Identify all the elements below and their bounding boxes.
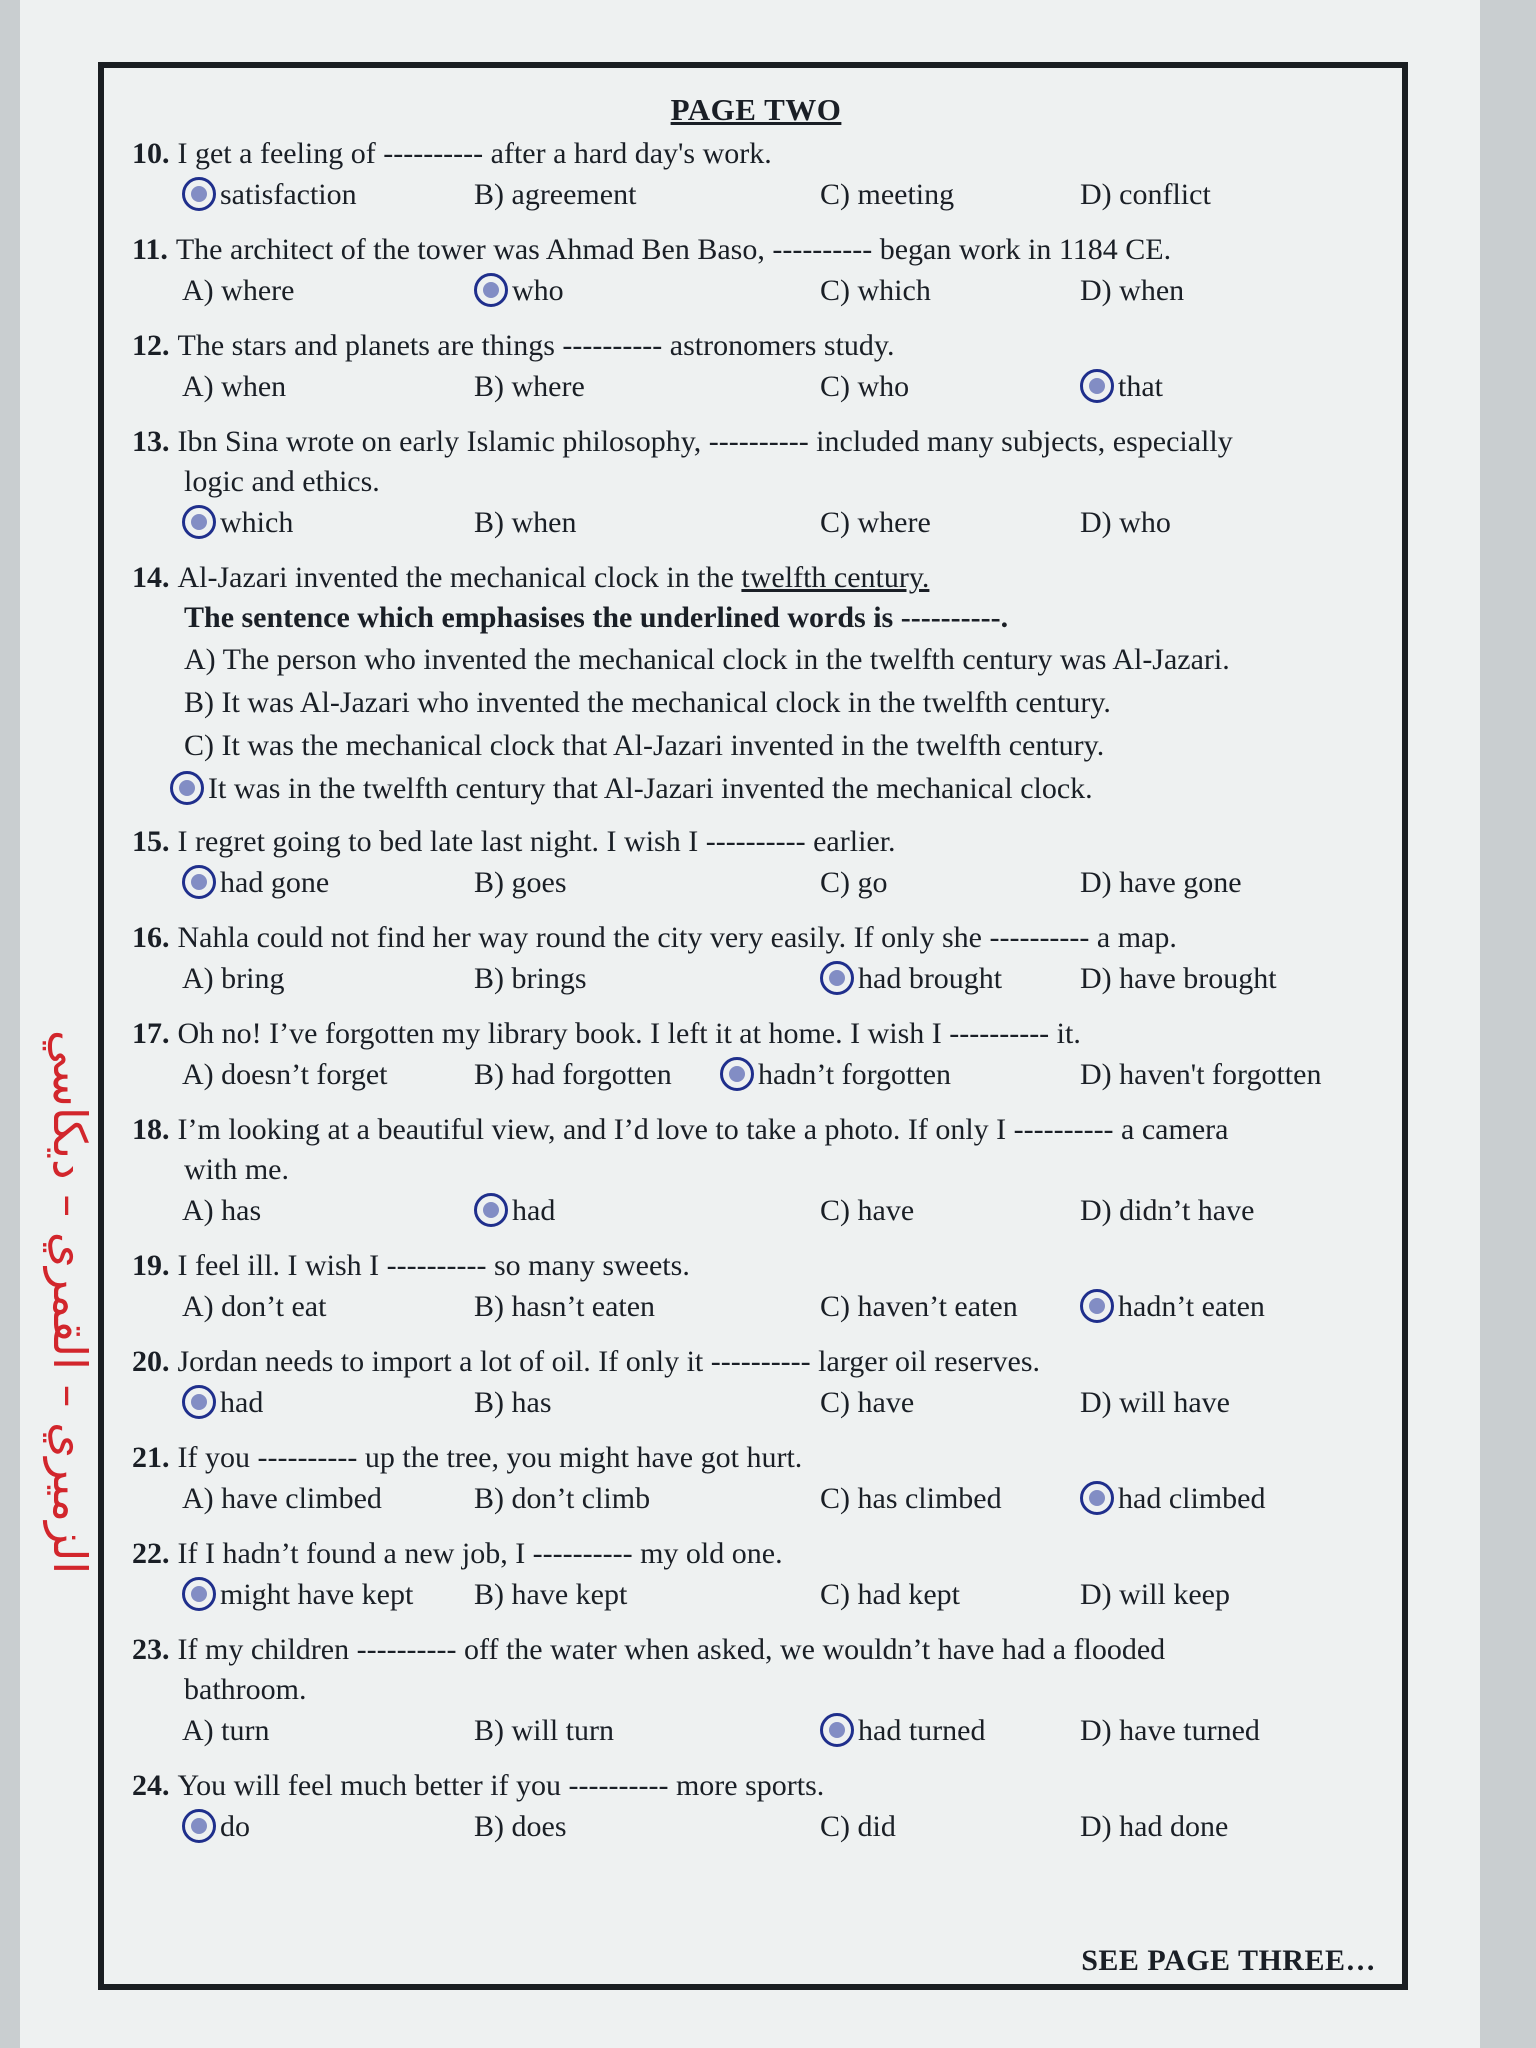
selected-circle-icon bbox=[474, 273, 508, 307]
option-a[interactable]: satisfaction bbox=[182, 174, 474, 216]
option-d[interactable]: D) haven't forgotten bbox=[1080, 1058, 1322, 1091]
option-d[interactable]: D) will have bbox=[1080, 1386, 1230, 1419]
question-number: 22. bbox=[132, 1537, 170, 1570]
page-frame bbox=[98, 62, 1408, 1990]
option-a[interactable]: had gone bbox=[182, 862, 474, 904]
option-c[interactable]: C) has climbed bbox=[820, 1482, 1002, 1515]
selected-circle-icon bbox=[182, 1809, 216, 1843]
question-stem: You will feel much better if you ---------- more sports. bbox=[177, 1769, 825, 1802]
question-number: 15. bbox=[132, 825, 170, 858]
question-20 bbox=[132, 1342, 1380, 1424]
question-stem: I feel ill. I wish I ---------- so many sweets. bbox=[177, 1249, 690, 1282]
question-10 bbox=[132, 134, 1380, 216]
selected-circle-icon bbox=[182, 1577, 216, 1611]
question-17 bbox=[132, 1014, 1380, 1096]
option-d[interactable]: that bbox=[1080, 366, 1163, 408]
option-a[interactable]: A) turn bbox=[182, 1714, 270, 1747]
question-number: 14. bbox=[132, 561, 170, 594]
option-c[interactable]: C) did bbox=[820, 1810, 896, 1843]
question-number: 16. bbox=[132, 921, 170, 954]
option-b[interactable]: B) agreement bbox=[474, 178, 637, 211]
option-b[interactable]: B) have kept bbox=[474, 1578, 628, 1611]
option-a[interactable]: which bbox=[182, 502, 474, 544]
question-stem: I regret going to bed late last night. I wish I ---------- earlier. bbox=[177, 825, 896, 858]
exam-sheet bbox=[20, 0, 1480, 2048]
question-number: 20. bbox=[132, 1345, 170, 1378]
question-stem: Oh no! I’ve forgotten my library book. I left it at home. I wish I ---------- it. bbox=[177, 1017, 1081, 1050]
question-number: 10. bbox=[132, 137, 170, 170]
option-c[interactable]: C) have bbox=[820, 1194, 915, 1227]
question-number: 18. bbox=[132, 1113, 170, 1146]
question-stem: Jordan needs to import a lot of oil. If only it ---------- larger oil reserves. bbox=[177, 1345, 1040, 1378]
question-23 bbox=[132, 1630, 1380, 1752]
option-b[interactable]: B) brings bbox=[474, 962, 587, 995]
option-b[interactable]: B) has bbox=[474, 1386, 552, 1419]
option-d[interactable]: D) didn’t have bbox=[1080, 1194, 1255, 1227]
selected-circle-icon bbox=[1080, 369, 1114, 403]
option-a[interactable]: A) when bbox=[182, 370, 287, 403]
option-d[interactable]: D) have gone bbox=[1080, 866, 1242, 899]
selected-circle-icon bbox=[182, 505, 216, 539]
option-a[interactable]: might have kept bbox=[182, 1574, 474, 1616]
question-11 bbox=[132, 230, 1380, 312]
question-stem: If you ---------- up the tree, you might have got hurt. bbox=[177, 1441, 803, 1474]
option-b[interactable]: B) where bbox=[474, 370, 585, 403]
question-stem: I get a feeling of ---------- after a hard day's work. bbox=[177, 137, 772, 170]
question-number: 24. bbox=[132, 1769, 170, 1802]
selected-circle-icon bbox=[1080, 1481, 1114, 1515]
selected-circle-icon bbox=[182, 177, 216, 211]
question-stem: The stars and planets are things ---------- astronomers study. bbox=[177, 329, 895, 362]
question-stem: Ibn Sina wrote on early Islamic philosophy, ---------- included many subjects, especially bbox=[177, 425, 1233, 458]
question-24 bbox=[132, 1766, 1380, 1848]
option-b[interactable]: B) when bbox=[474, 506, 577, 539]
question-number: 21. bbox=[132, 1441, 170, 1474]
page-footer: SEE PAGE THREE… bbox=[1081, 1944, 1376, 1977]
question-stem: I’m looking at a beautiful view, and I’d love to take a photo. If only I ---------- a camera bbox=[177, 1113, 1229, 1146]
selected-circle-icon bbox=[820, 961, 854, 995]
page-title: PAGE TWO bbox=[670, 92, 842, 127]
option-a[interactable]: A) has bbox=[182, 1194, 262, 1227]
option-d[interactable]: D) when bbox=[1080, 274, 1185, 307]
option-d[interactable]: It was in the twelfth century that Al-Jazari invented the mechanical clock. bbox=[170, 767, 1380, 810]
option-d[interactable]: had climbed bbox=[1080, 1478, 1265, 1520]
option-b[interactable]: B) goes bbox=[474, 866, 567, 899]
option-c[interactable]: had turned bbox=[820, 1710, 1080, 1752]
option-d[interactable]: D) who bbox=[1080, 506, 1171, 539]
question-16 bbox=[132, 918, 1380, 1000]
question-number: 19. bbox=[132, 1249, 170, 1282]
question-stem: The architect of the tower was Ahmad Ben Baso, ---------- began work in 1184 CE. bbox=[175, 233, 1172, 266]
option-c[interactable]: C) go bbox=[820, 866, 888, 899]
option-a[interactable]: A) don’t eat bbox=[182, 1290, 327, 1323]
option-c[interactable]: C) where bbox=[820, 506, 931, 539]
option-b[interactable]: B) had forgotten bbox=[474, 1058, 672, 1091]
question-stem-continued: bathroom. bbox=[184, 1673, 307, 1706]
selected-circle-icon bbox=[720, 1057, 754, 1091]
option-d[interactable]: D) have turned bbox=[1080, 1714, 1260, 1747]
question-stem-continued: with me. bbox=[184, 1153, 289, 1186]
option-c[interactable]: C) which bbox=[820, 274, 931, 307]
option-b[interactable]: who bbox=[474, 270, 820, 312]
question-18 bbox=[132, 1110, 1380, 1232]
question-stem: If my children ---------- off the water when asked, we wouldn’t have had a flooded bbox=[177, 1633, 1166, 1666]
option-a[interactable]: had bbox=[182, 1382, 474, 1424]
option-c[interactable]: C) meeting bbox=[820, 178, 955, 211]
option-a[interactable]: A) bring bbox=[182, 962, 285, 995]
margin-handwriting: الزميري – القمري – ديكاسي bbox=[43, 1030, 97, 1575]
question-15 bbox=[132, 822, 1380, 904]
option-b[interactable]: B) will turn bbox=[474, 1714, 614, 1747]
question-14 bbox=[132, 558, 1380, 810]
question-stem: Nahla could not find her way round the city very easily. If only she ---------- a map. bbox=[177, 921, 1177, 954]
underlined-words: twelfth century. bbox=[741, 561, 930, 594]
question-22 bbox=[132, 1534, 1380, 1616]
option-b[interactable]: B) hasn’t eaten bbox=[474, 1290, 656, 1323]
question-number: 23. bbox=[132, 1633, 170, 1666]
question-number: 12. bbox=[132, 329, 170, 362]
option-d[interactable]: D) conflict bbox=[1080, 178, 1211, 211]
question-19 bbox=[132, 1246, 1380, 1328]
option-c[interactable]: had brought bbox=[820, 958, 1080, 1000]
option-a[interactable]: do bbox=[182, 1806, 474, 1848]
selected-circle-icon bbox=[474, 1193, 508, 1227]
question-21 bbox=[132, 1438, 1380, 1520]
option-c[interactable]: C) haven’t eaten bbox=[820, 1290, 1018, 1323]
option-c[interactable]: hadn’t forgotten bbox=[720, 1054, 1080, 1096]
option-d[interactable]: D) will keep bbox=[1080, 1578, 1230, 1611]
option-b[interactable]: B) don’t climb bbox=[474, 1482, 651, 1515]
question-number: 11. bbox=[132, 233, 168, 266]
option-a[interactable]: A) have climbed bbox=[182, 1482, 382, 1515]
option-c[interactable]: C) who bbox=[820, 370, 910, 403]
question-number: 17. bbox=[132, 1017, 170, 1050]
question-stem-continued: logic and ethics. bbox=[184, 465, 380, 498]
selected-circle-icon bbox=[820, 1713, 854, 1747]
selected-circle-icon bbox=[170, 771, 204, 805]
question-12 bbox=[132, 326, 1380, 408]
question-stem: If I hadn’t found a new job, I ---------- my old one. bbox=[177, 1537, 783, 1570]
option-d[interactable]: D) have brought bbox=[1080, 962, 1277, 995]
option-d[interactable]: D) had done bbox=[1080, 1810, 1229, 1843]
question-number: 13. bbox=[132, 425, 170, 458]
selected-circle-icon bbox=[182, 1385, 216, 1419]
option-c[interactable]: C) had kept bbox=[820, 1578, 960, 1611]
option-c[interactable]: C) have bbox=[820, 1386, 915, 1419]
option-b[interactable]: B) It was Al-Jazari who invented the mechanical clock in the twelfth century. bbox=[184, 686, 1111, 719]
option-b[interactable]: B) does bbox=[474, 1810, 567, 1843]
option-d[interactable]: hadn’t eaten bbox=[1080, 1286, 1265, 1328]
option-a[interactable]: A) where bbox=[182, 274, 295, 307]
question-instruction: The sentence which emphasises the underlined words is ----------. bbox=[184, 601, 1009, 634]
option-b[interactable]: had bbox=[474, 1190, 820, 1232]
option-a[interactable]: A) doesn’t forget bbox=[182, 1058, 388, 1091]
question-stem: Al-Jazari invented the mechanical clock in the twelfth century. bbox=[177, 561, 930, 594]
selected-circle-icon bbox=[182, 865, 216, 899]
selected-circle-icon bbox=[1080, 1289, 1114, 1323]
option-a[interactable]: A) The person who invented the mechanical clock in the twelfth century was Al-Jazari. bbox=[184, 643, 1230, 676]
question-13 bbox=[132, 422, 1380, 544]
option-c[interactable]: C) It was the mechanical clock that Al-Jazari invented in the twelfth century. bbox=[184, 729, 1105, 762]
